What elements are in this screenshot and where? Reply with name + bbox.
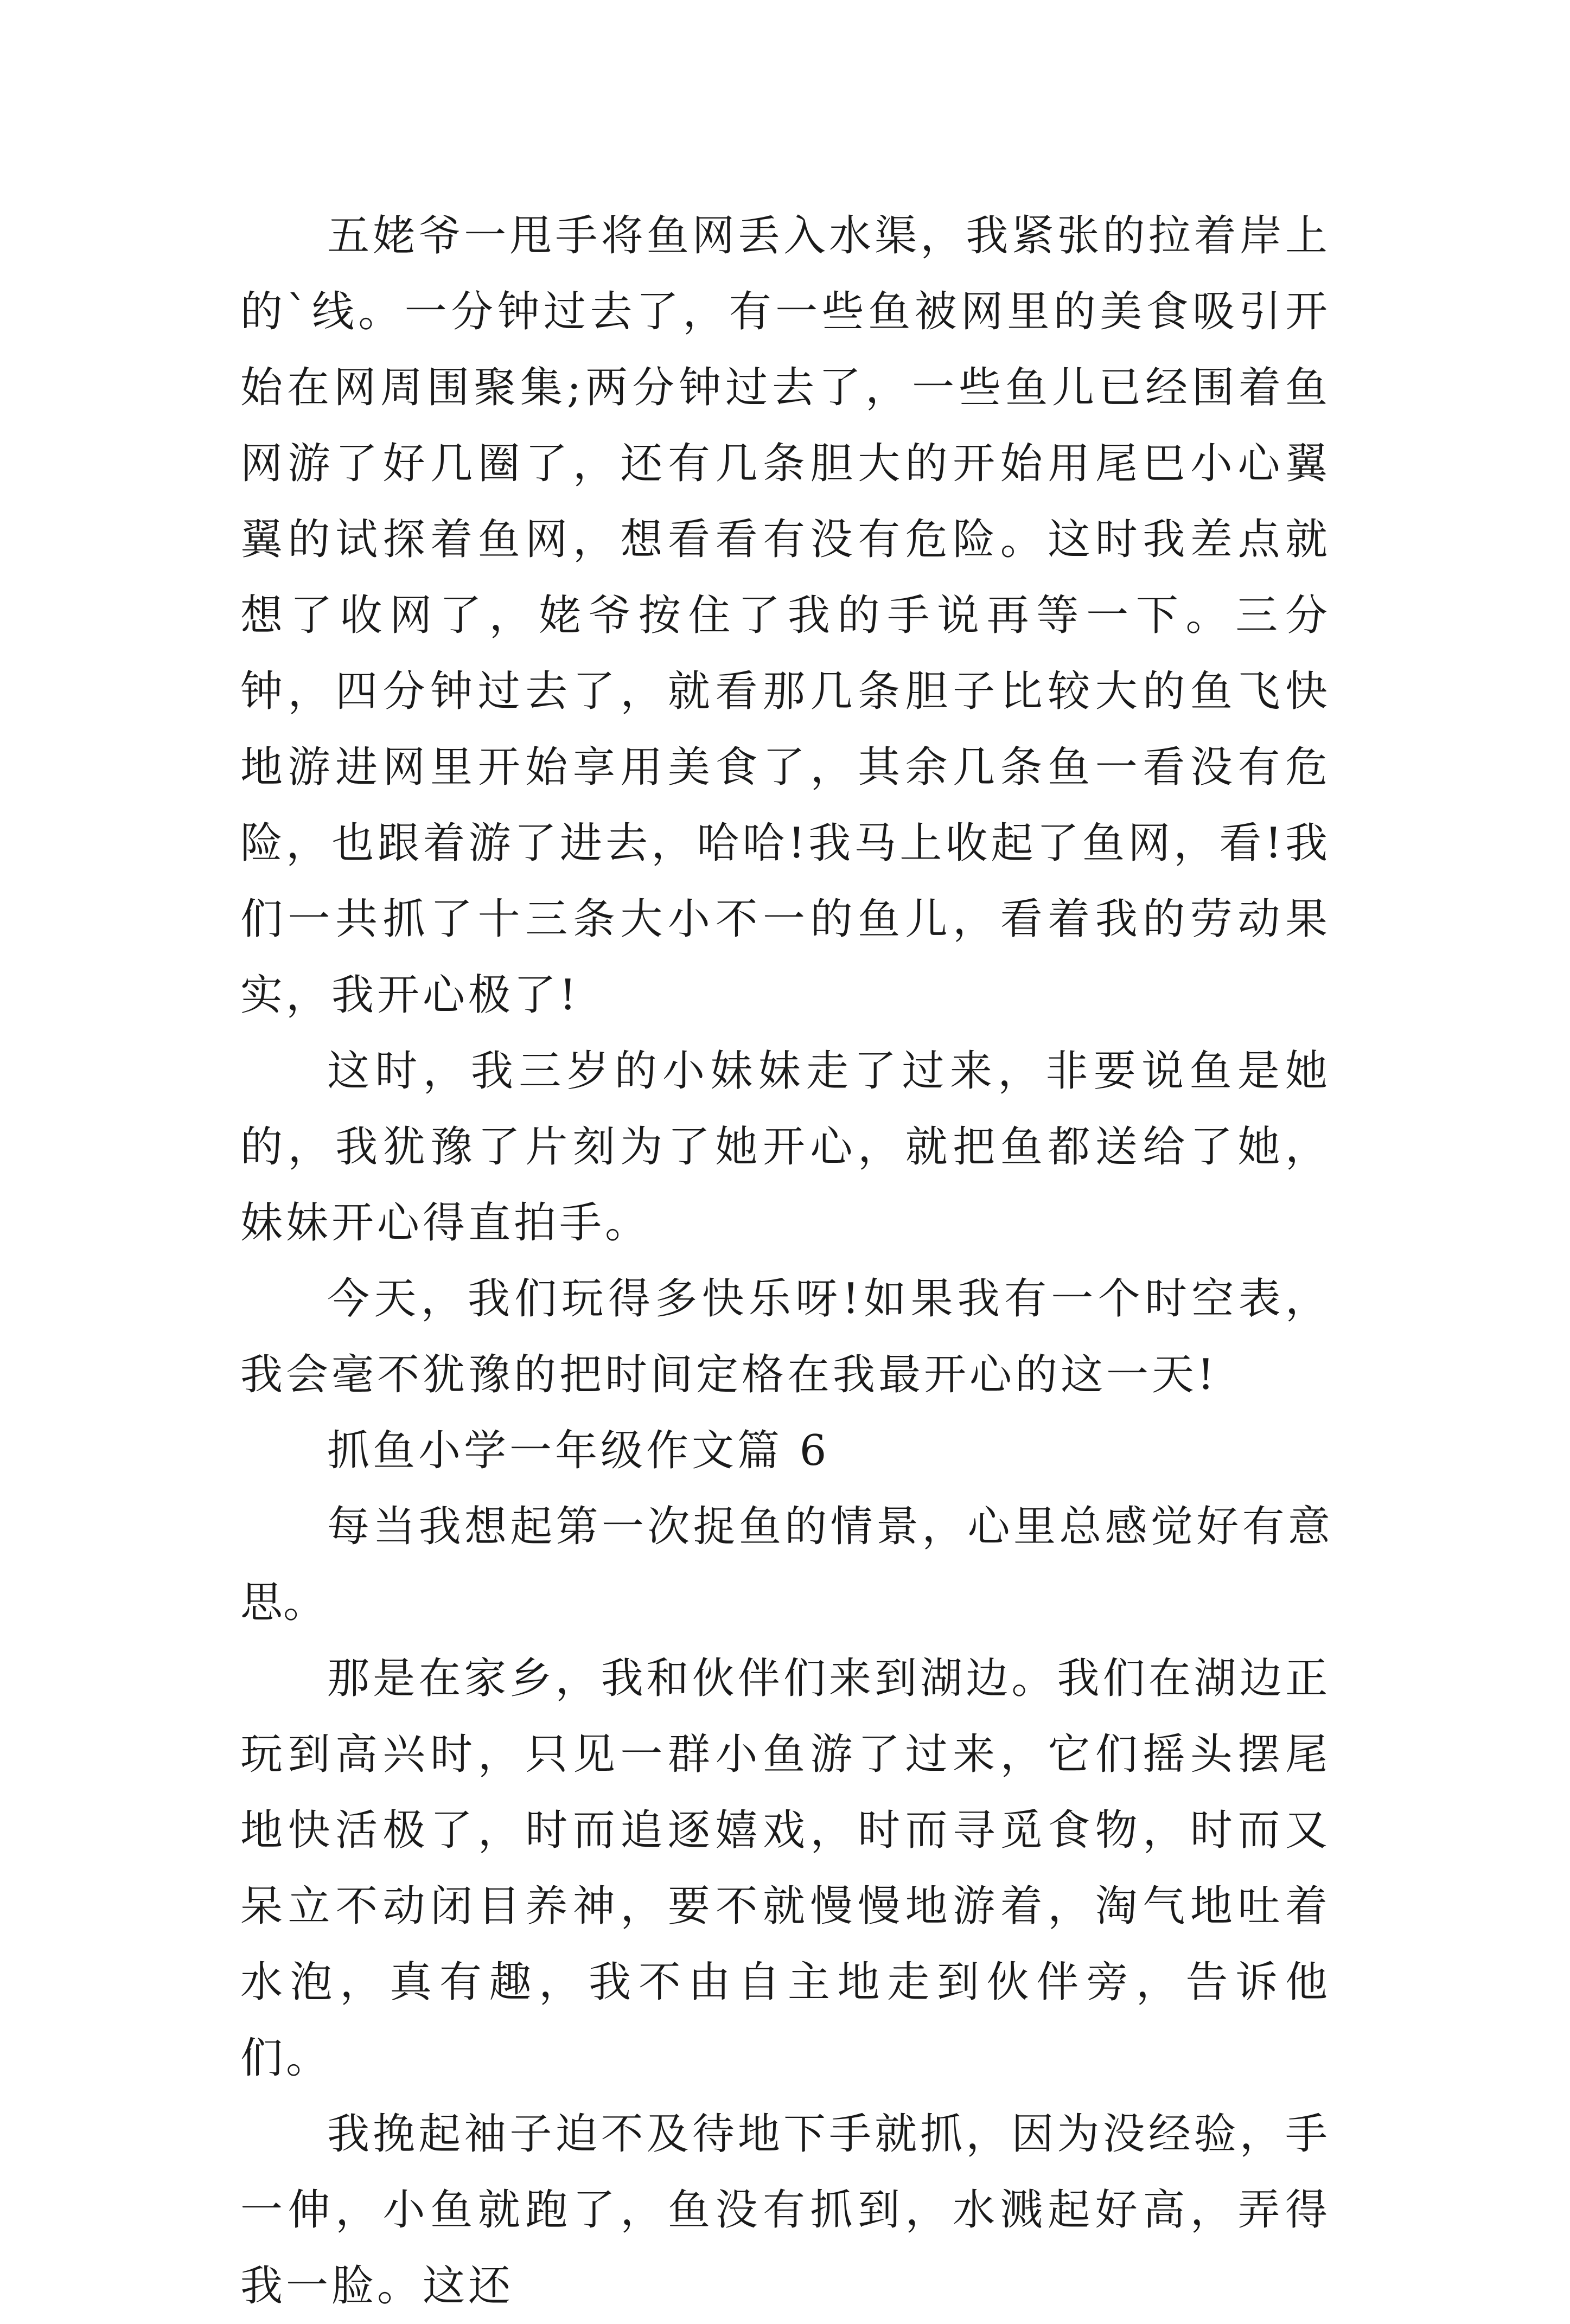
paragraph-first-time: 每当我想起第一次捉鱼的情景，心里总感觉好有意思。 xyxy=(240,1502,1331,1627)
paragraph-happy-day: 今天，我们玩得多快乐呀!如果我有一个时空表，我会毫不犹豫的把时间定格在我最开心的这一天! xyxy=(240,1275,1331,1399)
document-body xyxy=(240,198,1331,2324)
paragraph-catching-fish: 五姥爷一甩手将鱼网丢入水渠，我紧张的拉着岸上的`线。一分钟过去了，有一些鱼被网里的美食吸引开始在网周围聚集;两分钟过去了，一些鱼儿已经围着鱼网游了好几圈了，还有几条胆大的开始用尾巴小心翼翼的试探着鱼网，想看看有没有危险。这时我差点就想了收网了，姥爷按住了我的手说再等一下。三分钟，四分钟过去了，就看那几条胆子比较大的鱼飞快地游进网里开始享用美食了，其余几条鱼一看没有危险，也跟着游了进去，哈哈!我马上收起了鱼网，看!我们一共抓了十三条大小不一的鱼儿，看着我的劳动果实，我开心极了! xyxy=(240,212,1331,1020)
paragraph-hometown-lake: 那是在家乡，我和伙伴们来到湖边。我们在湖边正玩到高兴时，只见一群小鱼游了过来，它们摇头摆尾地快活极了，时而追逐嬉戏，时而寻觅食物，时而又呆立不动闭目养神，要不就慢慢地游着，淘气地吐着水泡，真有趣，我不由自主地走到伙伴旁，告诉他们。 xyxy=(240,1654,1331,2083)
paragraph-little-sister: 这时，我三岁的小妹妹走了过来，非要说鱼是她的，我犹豫了片刻为了她开心，就把鱼都送给了她，妹妹开心得直拍手。 xyxy=(240,1047,1331,1247)
section-heading: 抓鱼小学一年级作文篇 6 xyxy=(327,1426,830,1475)
paragraph-rolling-sleeves: 我挽起袖子迫不及待地下手就抓，因为没经验，手一伸，小鱼就跑了，鱼没有抓到，水溅起好高，弄得我一脸。这还 xyxy=(240,2110,1331,2310)
